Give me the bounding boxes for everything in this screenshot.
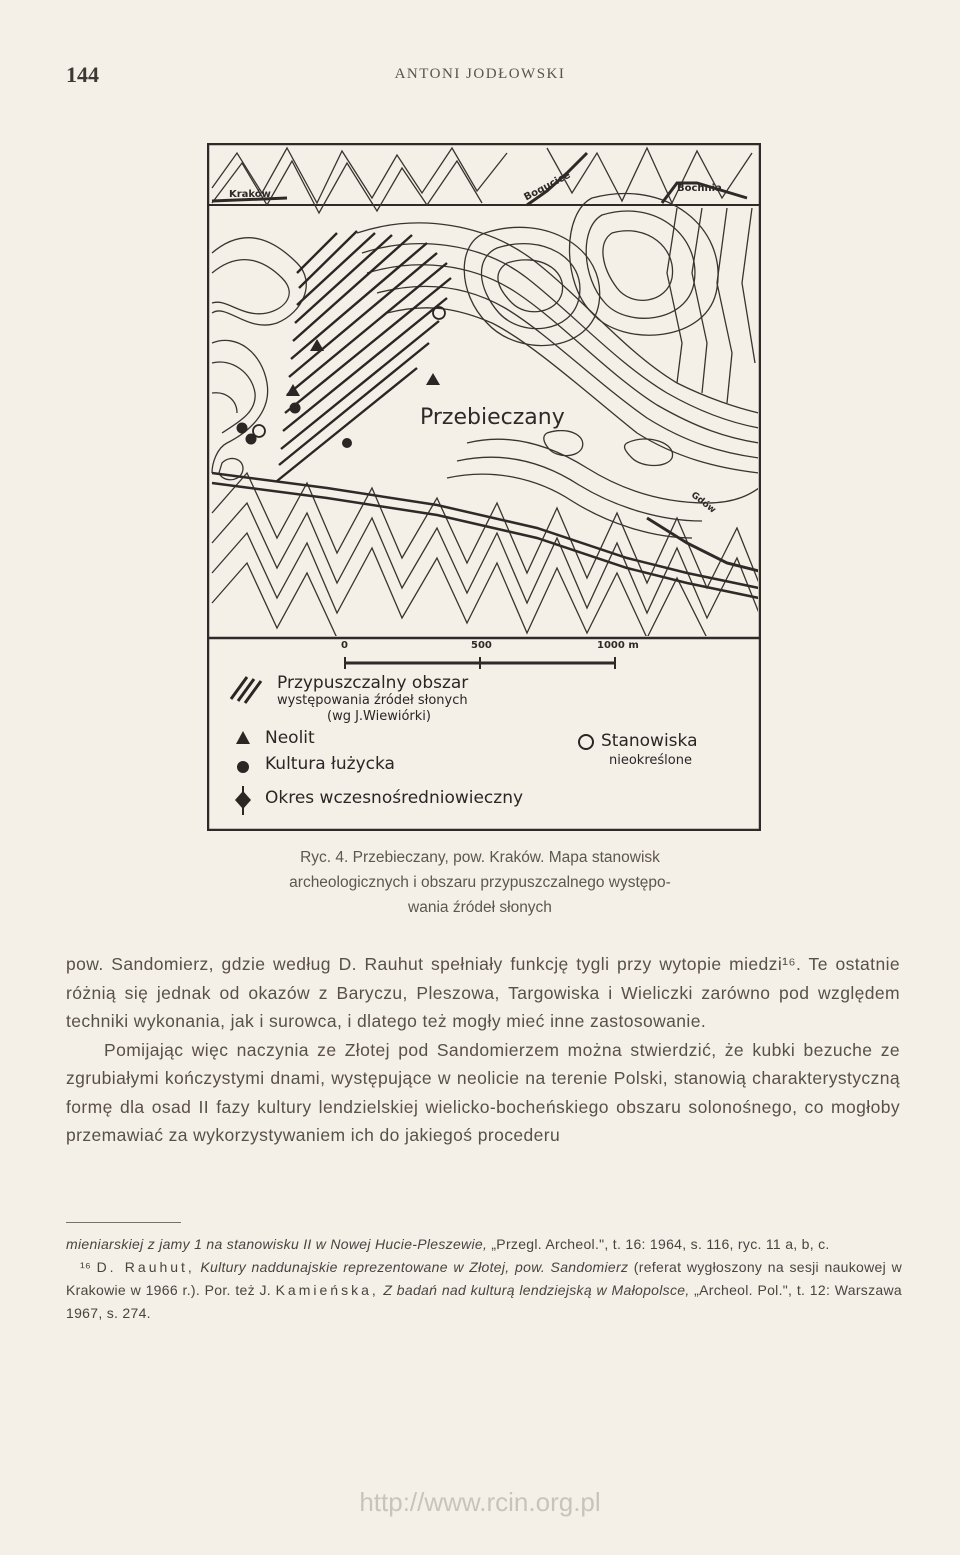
map-label-bogucice: Bogucice	[522, 169, 573, 204]
caption-line: Ryc. 4. Przebieczany, pow. Kraków. Mapa stanowisk	[300, 849, 660, 866]
scale-bar	[345, 657, 615, 669]
footnote-text: „Archeol. Pol.", t. 12: Warszawa 1967, s. 274.	[66, 1282, 902, 1321]
lusatian-site-icon	[237, 423, 248, 434]
paragraph: Pomijając więc naczynia ze Złotej pod Sandomierzem można stwierdzić, że kubki bezuche ze zgrubiałymi kończystymi dnami, występujące w neolicie na terenie Polski, stanowią charakterystyczną formę dla osad II fazy kultury lendzielskiej wielicko-bocheńskiego obszaru solonośnego, co mogłoby przemawiać za wykorzystywaniem ich do jakiegoś procederu	[66, 1039, 900, 1145]
legend-undetermined-line2: nieokreślone	[609, 753, 692, 768]
legend-early-medieval: Okres wczesnośredniowieczny	[265, 788, 524, 808]
footnote-16	[66, 1256, 902, 1325]
scale-label-max: 1000 m	[597, 640, 639, 651]
footnote-title: Kultury naddunajskie reprezentowane w Złotej, pow. Sandomierz	[194, 1259, 629, 1275]
scale-label-zero: 0	[341, 640, 348, 651]
lusatian-site-icon	[342, 438, 352, 448]
map-label-bochnia: Bochnia	[677, 183, 722, 194]
paragraph: pow. Sandomierz, gdzie według D. Rauhut spełniały funkcję tygli przy wytopie miedzi¹⁶. Te ostatnie różnią się jednak od okazów z Baryczu, Pleszowa, Targowiska i Wieliczki zarówno pod względem techniki wykonania, jak i surowca, i dlatego też mogły mieć inne zastosowanie.	[66, 954, 900, 1031]
footnote-title: Z badań nad kulturą lendziejską w Małopolsce,	[378, 1282, 690, 1298]
caption-line: archeologicznych i obszaru przypuszczalnego występo-	[289, 874, 671, 891]
lusatian-site-icon	[290, 403, 301, 414]
page-number: 144	[66, 62, 99, 87]
salt-spring-hatch	[277, 231, 451, 481]
legend-neolit: Neolit	[265, 728, 315, 748]
legend-salt-area-line1: Przypuszczalny obszar	[277, 673, 469, 693]
footnote-15-continued	[66, 1233, 902, 1256]
undetermined-site-icon	[253, 425, 265, 437]
footnote-text: (referat wygłoszony na sesji naukowej w Krakowie w 1966 r.). Por. też J.	[66, 1259, 902, 1298]
legend-lusatian: Kultura łużycka	[265, 754, 395, 774]
watermark-url: http://www.rcin.org.pl	[359, 1487, 601, 1517]
site-symbols	[237, 307, 446, 448]
footnote-author: Kamieńska,	[275, 1282, 379, 1298]
scale-label-mid: 500	[471, 640, 492, 651]
footnote-text: „Przegl. Archeol.", t. 16: 1964, s. 116, ryc. 11 a, b, c.	[487, 1236, 830, 1252]
figure-map	[207, 143, 761, 831]
caption-line: wania źródeł słonych	[408, 899, 552, 916]
legend-undetermined-line1: Stanowiska	[601, 731, 698, 751]
footnote-rule	[66, 1222, 181, 1223]
legend-salt-area-line3: (wg J.Wiewiórki)	[327, 709, 431, 724]
page-header	[66, 62, 894, 102]
footnotes	[66, 1233, 902, 1325]
body-text	[66, 950, 900, 1150]
footnote-author: D. Rauhut,	[96, 1259, 195, 1275]
footnote-marker: ¹⁶	[80, 1259, 92, 1275]
running-head: ANTONI JODŁOWSKI	[394, 66, 566, 82]
map-label-przebieczany: Przebieczany	[420, 405, 565, 430]
neolithic-site-icon	[426, 373, 440, 385]
roads	[212, 153, 759, 598]
map-label-gdow: Gdów	[688, 490, 718, 516]
map-label-krakow: Kraków	[229, 189, 271, 200]
figure-caption	[180, 845, 780, 920]
legend-salt-area-line2: występowania źródeł słonych	[277, 693, 468, 708]
footnote-title: mieniarskiej z jamy 1 na stanowisku II w Nowej Hucie-Pleszewie,	[66, 1236, 488, 1252]
